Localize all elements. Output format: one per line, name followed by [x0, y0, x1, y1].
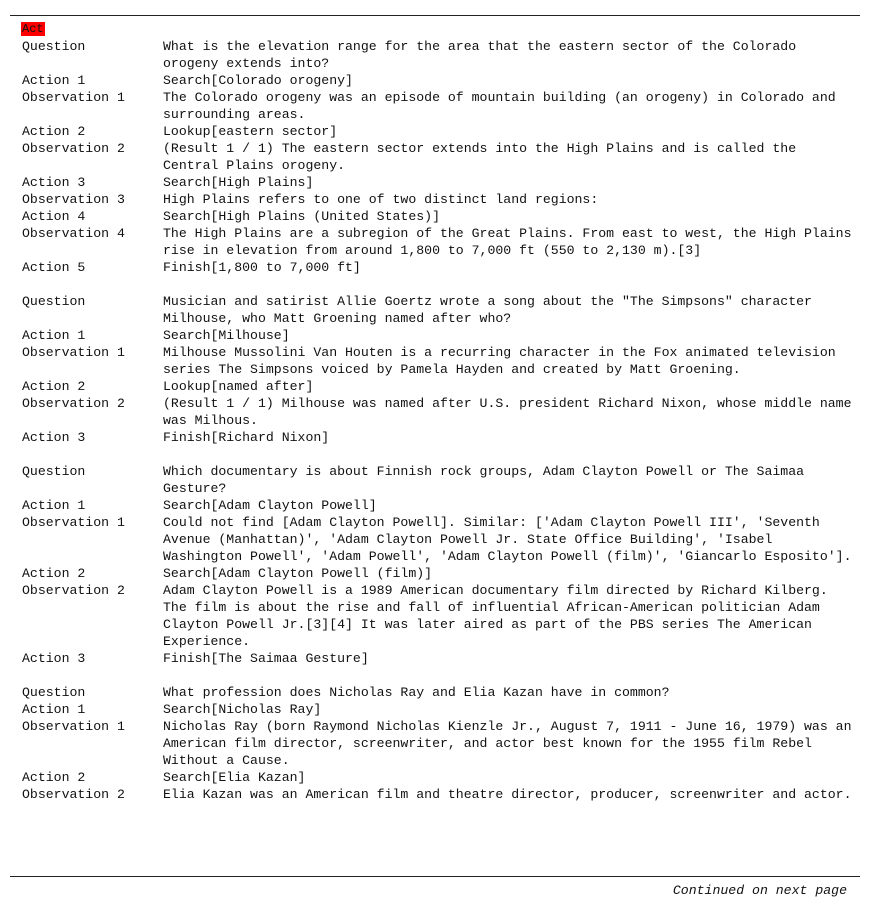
step-label: Action 5 [22, 260, 86, 275]
step-text: Nicholas Ray (born Raymond Nicholas Kienzle Jr., August 7, 1911 - June 16, 1979) was an American film director, screenwriter, and actor best known for the 1955 film Rebel Without a Cause. [163, 719, 852, 768]
step-text: Finish[The Saimaa Gesture] [163, 651, 369, 666]
step-text: Adam Clayton Powell is a 1989 American documentary film directed by Richard Kilberg. The film is about the rise and fall of influential African-American politician Adam Clayton Powell Jr.[3][4] It was later aired as part of the PBS series The American Experience. [163, 583, 828, 649]
trajectory-row [22, 786, 852, 803]
step-label: Action 2 [22, 566, 86, 581]
step-text: Lookup[named after] [163, 379, 314, 394]
trajectory-row [22, 123, 852, 140]
trajectory-row [22, 514, 852, 565]
step-text: Finish[Richard Nixon] [163, 430, 330, 445]
step-text: Search[Colorado orogeny] [163, 73, 353, 88]
step-text: Finish[1,800 to 7,000 ft] [163, 260, 361, 275]
step-label: Observation 4 [22, 226, 125, 241]
step-text: Search[High Plains] [163, 175, 314, 190]
step-label: Observation 1 [22, 515, 125, 530]
header-tag: Act [22, 22, 44, 36]
step-text: Search[Nicholas Ray] [163, 702, 322, 717]
step-text: Musician and satirist Allie Goertz wrote a song about the "The Simpsons" character Milhouse, who Matt Groening named after who? [163, 294, 812, 326]
trajectory-row [22, 684, 852, 701]
step-label: Observation 2 [22, 141, 125, 156]
trajectory-row [22, 718, 852, 769]
top-rule [10, 15, 860, 16]
step-label: Action 2 [22, 379, 86, 394]
trajectory-row [22, 497, 852, 514]
step-label: Question [22, 39, 86, 54]
step-text: What profession does Nicholas Ray and Elia Kazan have in common? [163, 685, 670, 700]
trajectory-content [22, 38, 852, 803]
continued-note: Continued on next page [672, 883, 847, 898]
step-label: Observation 1 [22, 719, 125, 734]
step-label: Action 1 [22, 702, 86, 717]
step-text: Lookup[eastern sector] [163, 124, 338, 139]
trajectory-row [22, 565, 852, 582]
trajectory-row [22, 650, 852, 667]
trajectory-row [22, 174, 852, 191]
trajectory-row [22, 293, 852, 327]
step-label: Observation 2 [22, 396, 125, 411]
bottom-rule [10, 876, 860, 877]
block-gap [22, 667, 852, 684]
trajectory-row [22, 429, 852, 446]
trajectory-row [22, 225, 852, 259]
step-label: Question [22, 464, 86, 479]
trajectory-row [22, 463, 852, 497]
step-text: Which documentary is about Finnish rock groups, Adam Clayton Powell or The Saimaa Gesture? [163, 464, 805, 496]
step-text: Search[Adam Clayton Powell] [163, 498, 377, 513]
step-text: Could not find [Adam Clayton Powell]. Similar: ['Adam Clayton Powell III', 'Seventh Avenue (Manhattan)', 'Adam Clayton Powell Jr. State Office Building', 'Isabel Washington Powell', 'Adam Powell', 'Adam Clayton Powell (film)', 'Giancarlo Esposito']. [163, 515, 852, 564]
step-label: Observation 1 [22, 90, 125, 105]
step-text: (Result 1 / 1) The eastern sector extends into the High Plains and is called the Central Plains orogeny. [163, 141, 797, 173]
step-label: Action 1 [22, 498, 86, 513]
step-label: Observation 1 [22, 345, 125, 360]
step-label: Observation 2 [22, 583, 125, 598]
trajectory-row [22, 582, 852, 650]
step-label: Action 2 [22, 770, 86, 785]
step-label: Action 3 [22, 175, 86, 190]
block-gap [22, 276, 852, 293]
step-label: Observation 3 [22, 192, 125, 207]
trajectory-row [22, 701, 852, 718]
step-label: Action 1 [22, 328, 86, 343]
step-text: Milhouse Mussolini Van Houten is a recurring character in the Fox animated television series The Simpsons voiced by Pamela Hayden and created by Matt Groening. [163, 345, 836, 377]
block-gap [22, 446, 852, 463]
trajectory-row [22, 140, 852, 174]
step-text: Search[Milhouse] [163, 328, 290, 343]
trajectory-row [22, 208, 852, 225]
trajectory-row [22, 395, 852, 429]
step-text: The Colorado orogeny was an episode of mountain building (an orogeny) in Colorado and surrounding areas. [163, 90, 836, 122]
step-label: Action 3 [22, 430, 86, 445]
step-label: Question [22, 294, 86, 309]
trajectory-row [22, 769, 852, 786]
step-text: (Result 1 / 1) Milhouse was named after U.S. president Richard Nixon, whose middle name was Milhous. [163, 396, 852, 428]
step-label: Action 2 [22, 124, 86, 139]
step-text: What is the elevation range for the area that the eastern sector of the Colorado orogeny extends into? [163, 39, 797, 71]
trajectory-row [22, 38, 852, 72]
trajectory-row [22, 72, 852, 89]
trajectory-row [22, 259, 852, 276]
trajectory-row [22, 89, 852, 123]
step-label: Action 3 [22, 651, 86, 666]
trajectory-row [22, 378, 852, 395]
step-label: Action 4 [22, 209, 86, 224]
step-text: Elia Kazan was an American film and theatre director, producer, screenwriter and actor. [163, 787, 852, 802]
step-text: Search[Adam Clayton Powell (film)] [163, 566, 433, 581]
trajectory-row [22, 344, 852, 378]
step-text: High Plains refers to one of two distinct land regions: [163, 192, 599, 207]
step-text: Search[High Plains (United States)] [163, 209, 440, 224]
trajectory-row [22, 327, 852, 344]
step-label: Question [22, 685, 86, 700]
step-label: Action 1 [22, 73, 86, 88]
trajectory-row [22, 191, 852, 208]
step-text: Search[Elia Kazan] [163, 770, 306, 785]
step-text: The High Plains are a subregion of the Great Plains. From east to west, the High Plains rise in elevation from around 1,800 to 7,000 ft (550 to 2,130 m).[3] [163, 226, 852, 258]
step-label: Observation 2 [22, 787, 125, 802]
